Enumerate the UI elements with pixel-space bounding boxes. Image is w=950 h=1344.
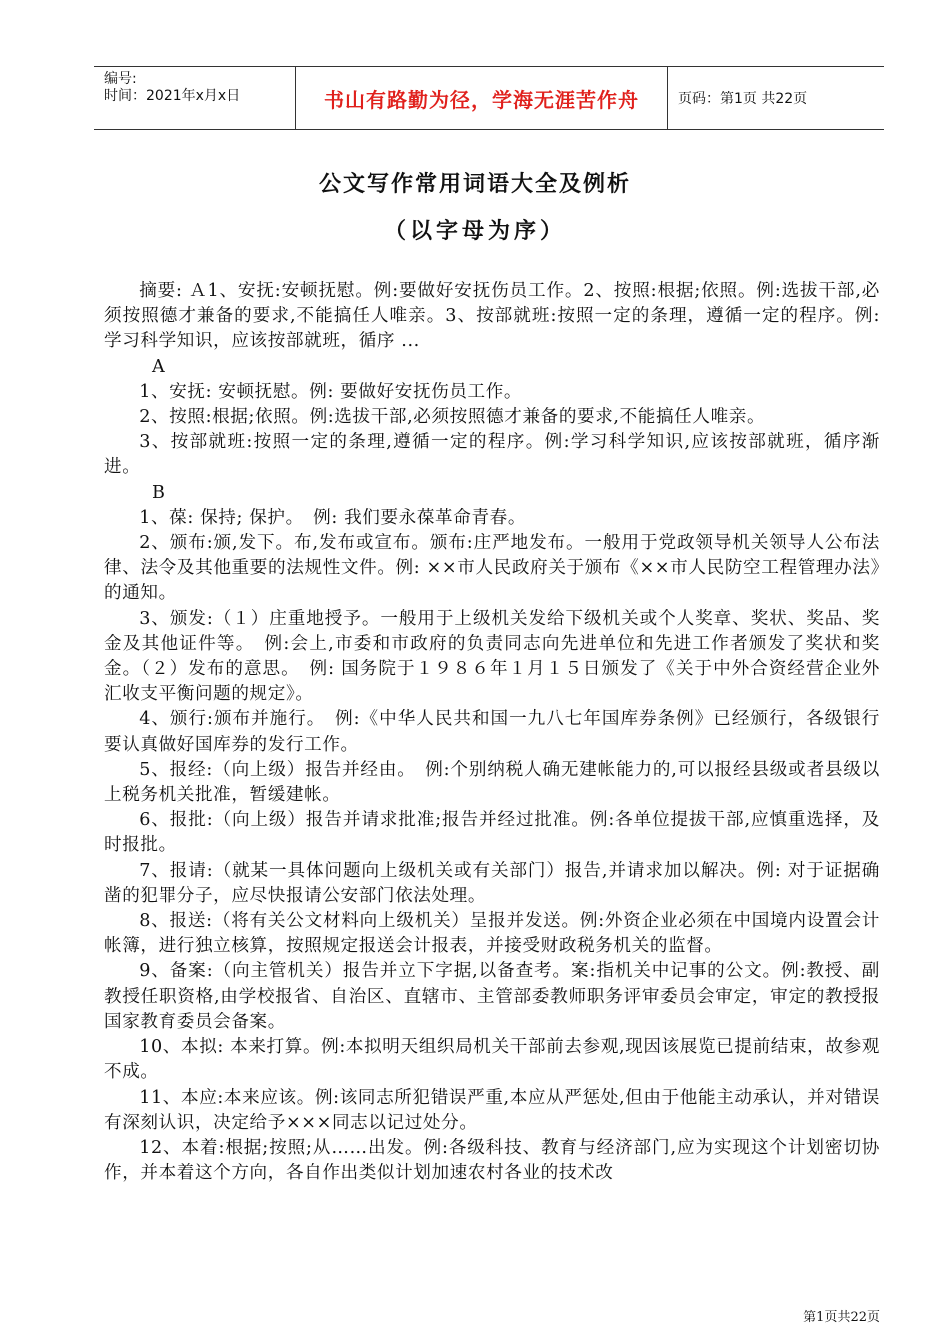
- paragraph: 摘要: Ａ1、安抚:安顿抚慰。例:要做好安抚伤员工作。2、按照:根据;依照。例:选拔干部,必须按照德才兼备的要求,不能搞任人唯亲。3、按部就班:按照一定的条理，遵循一定的程序。例: 学习科学知识，应该按部就班，循序 ...: [104, 281, 880, 352]
- header-motto: 书山有路勤为径，学海无涯苦作舟: [296, 67, 668, 129]
- paragraph: 1、葆: 保持; 保护。 例: 我们要永葆革命青春。: [139, 507, 527, 528]
- document-time-label: 时间：2021年x月x日: [104, 88, 241, 104]
- document-body: [104, 279, 880, 1186]
- paragraph: 3、按部就班:按照一定的条理,遵循一定的程序。例:学习科学知识,应该按部就班，循序渐进。: [104, 432, 880, 478]
- paragraph: 2、按照:根据;依照。例:选拔干部,必须按照德才兼备的要求,不能搞任人唯亲。: [139, 407, 766, 428]
- paragraph: 1、安抚: 安顿抚慰。例: 要做好安抚伤员工作。: [139, 381, 523, 402]
- paragraph: 5、报经:（向上级）报告并经由。 例:个别纳税人确无建帐能力的,可以报经县级或者县级以上税务机关批准，暂缓建帐。: [104, 759, 880, 806]
- paragraph: 10、本拟: 本来打算。例:本拟明天组织局机关干部前去参观,现因该展览已提前结束，故参观不成。: [104, 1037, 880, 1083]
- header-left-cell: [94, 67, 296, 129]
- document-title: 公文写作常用词语大全及例析: [318, 172, 631, 197]
- document-subtitle: （以字母为序）: [383, 219, 566, 244]
- page-footer: 第1页共22页: [803, 1310, 880, 1325]
- paragraph: 12、本着:根据;按照;从……出发。例:各级科技、教育与经济部门,应为实现这个计划密切协作，并本着这个方向，各自作出类似计划加速农村各业的技术改: [104, 1137, 880, 1184]
- section-heading: A: [152, 356, 166, 377]
- document-number-label: 编号:: [104, 71, 137, 87]
- paragraph: 7、报请:（就某一具体问题向上级机关或有关部门）报告,并请求加以解决。例: 对于证据确凿的犯罪分子，应尽快报请公安部门依法处理。: [104, 860, 880, 906]
- paragraph: 11、本应:本来应该。例:该同志所犯错误严重,本应从严惩处,但由于他能主动承认，并对错误有深刻认识，决定给予×××同志以记过处分。: [104, 1087, 880, 1133]
- page-header: [94, 66, 884, 130]
- header-page-label: 页码：第1页 共22页: [678, 91, 808, 107]
- paragraph: 9、备案:（向主管机关）报告并立下字据,以备查考。案:指机关中记事的公文。例:教授、副教授任职资格,由学校报省、自治区、直辖市、主管部委教师职务评审委员会审定，审定的教授报国家教育委员会备案。: [104, 961, 880, 1032]
- paragraph: 8、报送:（将有关公文材料向上级机关）呈报并发送。例:外资企业必须在中国境内设置会计帐簿，进行独立核算，按照规定报送会计报表，并接受财政税务机关的监督。: [104, 911, 880, 957]
- section-heading: B: [152, 482, 166, 503]
- paragraph: 3、颁发:（１）庄重地授予。一般用于上级机关发给下级机关或个人奖章、奖状、奖品、奖金及其他证件等。 例:会上,市委和市政府的负责同志向先进单位和先进工作者颁发了奖状和奖金。（２）发布的意思。 例: 国务院于１９８６年１月１５日颁发了《关于中外合资经营企业外汇收支平衡问题的规定》。: [104, 608, 880, 705]
- paragraph: 4、颁行:颁布并施行。 例:《中华人民共和国一九八七年国库券条例》已经颁行，各级银行要认真做好国库券的发行工作。: [104, 709, 880, 755]
- paragraph: 2、颁布:颁,发下。布,发布或宣布。颁布:庄严地发布。一般用于党政领导机关领导人公布法律、法令及其他重要的法规性文件。例: ××市人民政府关于颁布《××市人民防空工程管理办法》的通知。: [104, 533, 880, 604]
- paragraph: 6、报批:（向上级）报告并请求批准;报告并经过批准。例:各单位提拔干部,应慎重选择，及时报批。: [104, 810, 880, 856]
